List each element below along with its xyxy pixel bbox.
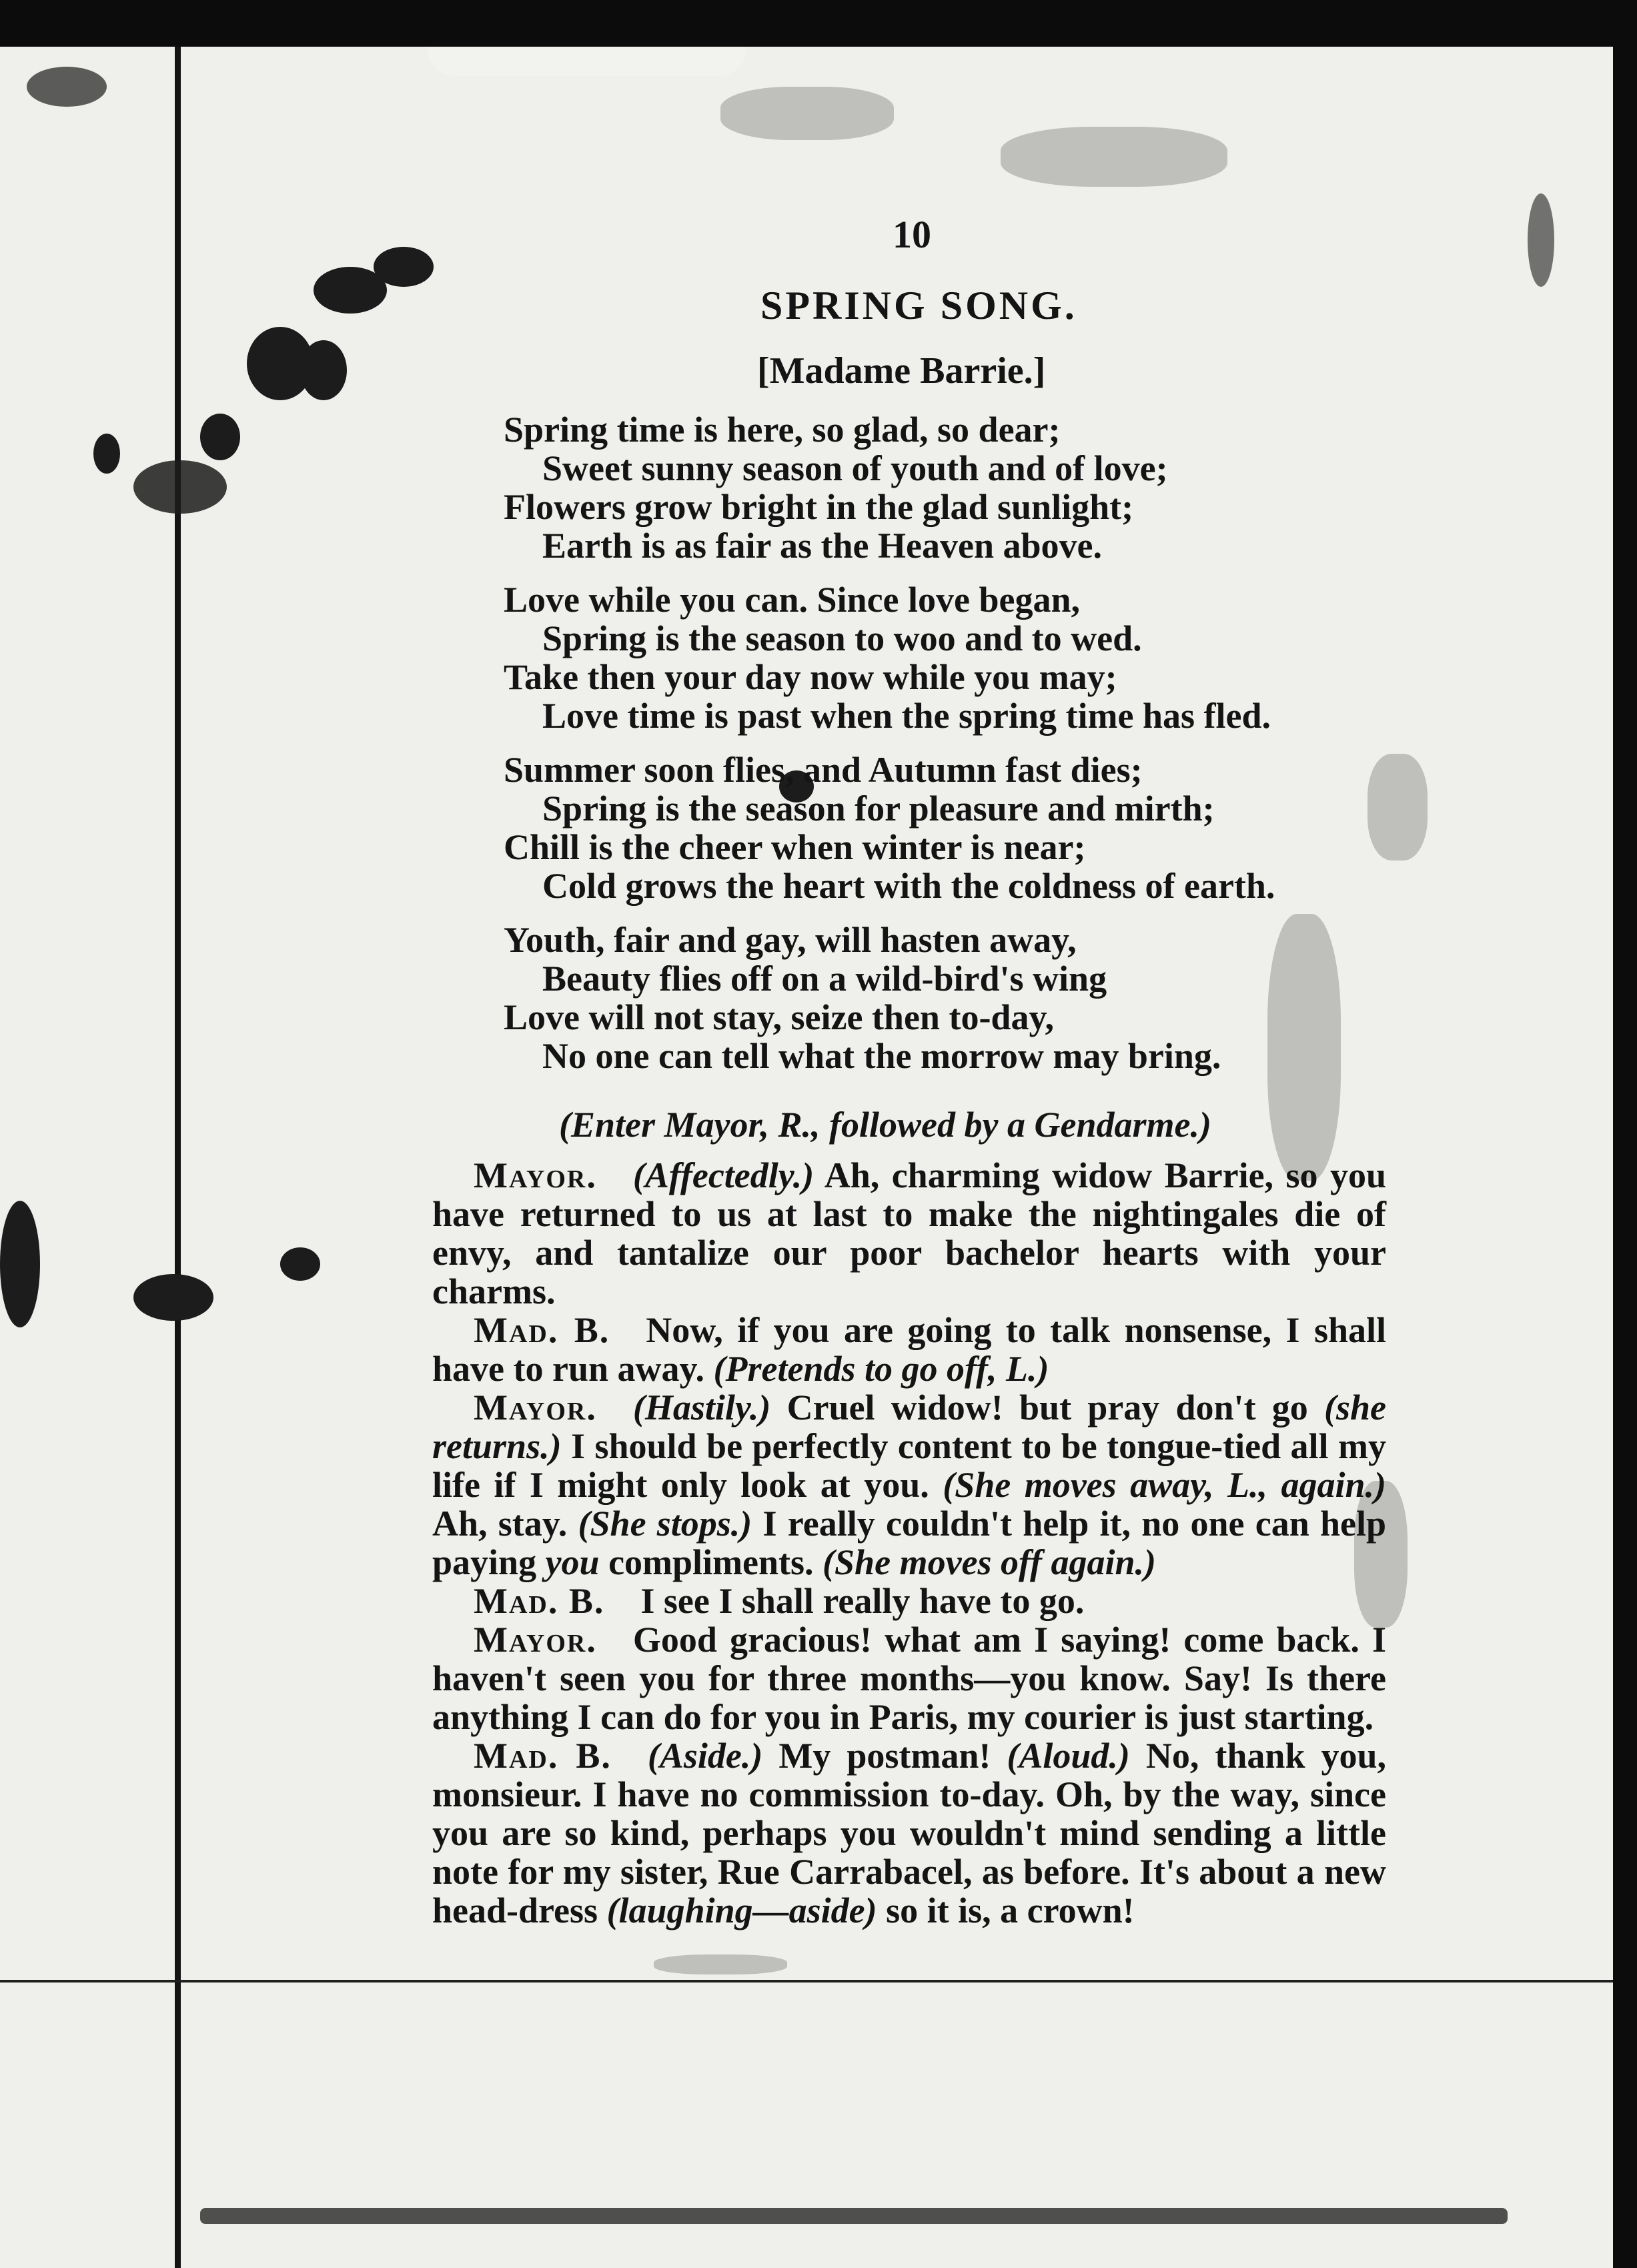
song-singer: [Madame Barrie.]: [757, 350, 1046, 392]
song-title: SPRING SONG.: [760, 284, 1077, 328]
stage-note: (laughing—aside): [606, 1890, 877, 1930]
speaker-name: Mad. B.: [474, 1310, 610, 1350]
scanned-page: [0, 47, 1637, 2268]
ink-stain: [27, 67, 107, 107]
speech: [432, 1620, 1386, 1736]
speech-text: I really couldn't help it, no one can help paying: [432, 1504, 1386, 1582]
speech-text: No, thank you, monsieur. I have no commission to-day. Oh, by the way, since you are so kind, perhaps you wouldn't mind sending a little note for my sister, Rue Carrabacel, as before. It's about a new head-dress: [432, 1736, 1387, 1930]
verse-line: Sweet sunny season of youth and of love;: [542, 448, 1168, 488]
scan-horizontal-rule: [0, 1980, 1637, 1982]
ink-stain: [133, 460, 227, 514]
verse-line: Youth, fair and gay, will hasten away,: [504, 920, 1077, 960]
verse-line: Take then your day now while you may;: [504, 657, 1117, 697]
stage-note: (Hastily.): [632, 1387, 771, 1428]
stage-note: you: [545, 1542, 600, 1582]
ink-stain: [133, 1274, 213, 1321]
speech-text: Ah, charming widow Barrie, so you have returned to us at last to make the nightingales die of envy, and tantalize our poor bachelor hearts with your charms.: [432, 1155, 1386, 1311]
speaker-name: Mayor.: [474, 1387, 597, 1428]
speech: [432, 1388, 1386, 1582]
ink-stain: [1528, 193, 1554, 287]
speaker-name: Mayor.: [474, 1620, 597, 1660]
ink-stain: [93, 434, 120, 474]
speech: [432, 1311, 1386, 1388]
smudge: [1001, 127, 1227, 187]
speech-text: Good gracious! what am I saying! come back. I haven't seen you for three months—you know. Say! Is there anything I can do for you in Paris, my courier is just starting.: [432, 1620, 1386, 1737]
speech: [432, 1582, 1386, 1620]
verse-line: No one can tell what the morrow may bring.: [542, 1036, 1221, 1076]
speech-text: I should be perfectly content to be tongue-tied all my life if I might only look at you.: [432, 1426, 1386, 1505]
verse-line: Spring time is here, so glad, so dear;: [504, 410, 1061, 450]
verse-line: Love will not stay, seize then to-day,: [504, 997, 1054, 1037]
speech: [432, 1156, 1386, 1311]
stage-note: (She stops.): [578, 1504, 752, 1544]
verse-line: Love time is past when the spring time has fled.: [542, 696, 1271, 736]
page-top-tab: [427, 47, 747, 76]
verse-line: Flowers grow bright in the glad sunlight;: [504, 487, 1134, 527]
ink-stain: [300, 340, 347, 400]
speaker-name: Mad. B.: [474, 1736, 612, 1776]
speaker-name: Mad. B.: [474, 1581, 605, 1621]
stage-note: (Aloud.): [1007, 1736, 1130, 1776]
verse-line: Cold grows the heart with the coldness of earth.: [542, 866, 1275, 906]
verse-line: Beauty flies off on a wild-bird's wing: [542, 959, 1107, 999]
page-number: 10: [893, 213, 931, 256]
right-page-edge: [1613, 47, 1637, 2268]
verse-line: Spring is the season to woo and to wed.: [542, 618, 1142, 658]
stage-note: (Aside.): [647, 1736, 763, 1776]
speech-text: I see I shall really have to go.: [640, 1581, 1085, 1621]
ink-stain: [280, 1247, 320, 1281]
speech-text: compliments.: [599, 1542, 823, 1582]
ink-stain: [0, 1201, 40, 1327]
smudge: [720, 87, 894, 140]
song-stanza: [504, 750, 1364, 905]
stage-note: (She moves off again.): [823, 1542, 1157, 1582]
speech-text: Now, if you are going to talk nonsense, I shall have to run away.: [432, 1310, 1387, 1389]
song-stanza: [504, 921, 1364, 1075]
verse-line: Earth is as fair as the Heaven above.: [542, 526, 1102, 566]
smudge: [1368, 754, 1428, 861]
ink-stain: [200, 414, 240, 460]
stage-note: (Pretends to go off, L.): [713, 1349, 1049, 1389]
bottom-shadow: [200, 2208, 1508, 2224]
song-stanza: [504, 580, 1364, 735]
speaker-name: Mayor.: [474, 1155, 597, 1195]
speech-text: so it is, a crown!: [877, 1890, 1135, 1930]
dialogue: [432, 1156, 1386, 1930]
stage-note: (Affectedly.): [632, 1155, 814, 1195]
stage-note: (She moves away, L., again.): [943, 1465, 1387, 1505]
speech-text: My postman!: [762, 1736, 1007, 1776]
stage-note: (she returns.): [432, 1387, 1386, 1466]
ink-stain: [374, 247, 434, 287]
speech-text: Ah, stay.: [432, 1504, 578, 1544]
speech: [432, 1736, 1386, 1930]
verse-line: Summer soon flies, and Autumn fast dies;: [504, 750, 1143, 790]
verse-line: Spring is the season for pleasure and mirth;: [542, 788, 1215, 828]
verse-line: Chill is the cheer when winter is near;: [504, 827, 1086, 867]
speech-text: Cruel widow! but pray don't go: [770, 1387, 1324, 1428]
binding-line: [175, 47, 181, 2268]
song-stanza: [504, 410, 1364, 565]
stage-direction: (Enter Mayor, R., followed by a Gendarme.): [559, 1105, 1211, 1145]
smudge: [654, 1954, 787, 1974]
verse-line: Love while you can. Since love began,: [504, 580, 1081, 620]
